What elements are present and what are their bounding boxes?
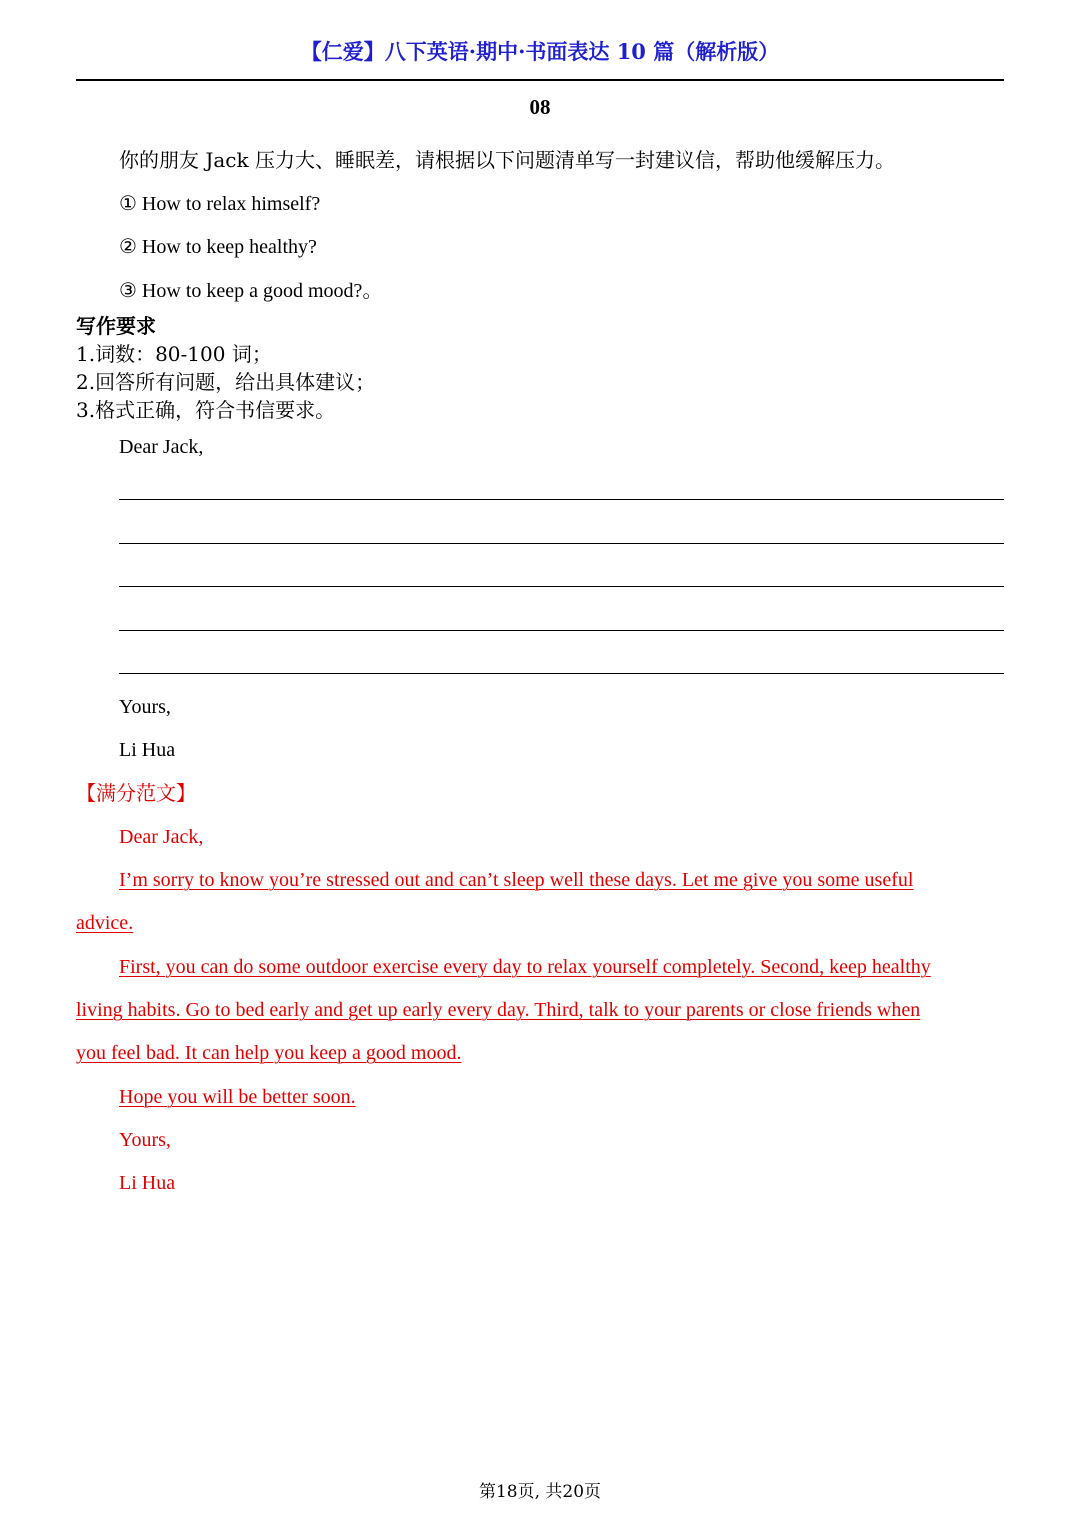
sample-signature: Li Hua <box>119 1172 176 1194</box>
sample-closing: Yours, <box>119 1129 171 1151</box>
answer-blank-line <box>119 673 1004 674</box>
answer-blank-line <box>119 499 1004 500</box>
sample-label: 【满分范文】 <box>76 781 196 805</box>
template-greeting: Dear Jack, <box>119 436 204 458</box>
answer-blank-line <box>119 630 1004 631</box>
sample-body-line: First, you can do some outdoor exercise every day to relax yourself completely. Second, keep healthy <box>119 956 931 978</box>
question-3: ③ How to keep a good mood?。 <box>119 280 383 302</box>
requirement-item-2: 2.回答所有问题，给出具体建议； <box>76 370 376 394</box>
requirements-heading: 写作要求 <box>76 314 156 338</box>
requirement-item-1: 1.词数：80-100 词； <box>76 342 272 366</box>
answer-blank-line <box>119 543 1004 544</box>
header-divider <box>76 79 1004 81</box>
question-1: ① How to relax himself? <box>119 193 321 215</box>
question-2: ② How to keep healthy? <box>119 236 317 258</box>
sample-greeting: Dear Jack, <box>119 826 204 848</box>
sample-body-line: advice. <box>76 912 134 934</box>
sample-body-line: I’m sorry to know you’re stressed out and can’t sleep well these days. Let me give you some useful <box>119 869 914 891</box>
answer-blank-line <box>119 586 1004 587</box>
sample-body-line: Hope you will be better soon. <box>119 1086 356 1108</box>
section-number: 08 <box>529 95 551 119</box>
prompt-intro: 你的朋友 Jack 压力大、睡眠差，请根据以下问题清单写一封建议信，帮助他缓解压力。 <box>119 148 895 172</box>
sample-body-line: living habits. Go to bed early and get up early every day. Third, talk to your parents or close friends when <box>76 999 921 1021</box>
page-header-title: 【仁爱】八下英语·期中·书面表达 10 篇（解析版） <box>300 39 780 64</box>
page-number: 第18页, 共20页 <box>478 1482 602 1502</box>
requirement-item-3: 3.格式正确，符合书信要求。 <box>76 398 336 422</box>
template-signature: Li Hua <box>119 739 176 761</box>
template-closing: Yours, <box>119 696 171 718</box>
sample-body-line: you feel bad. It can help you keep a good mood. <box>76 1042 462 1064</box>
